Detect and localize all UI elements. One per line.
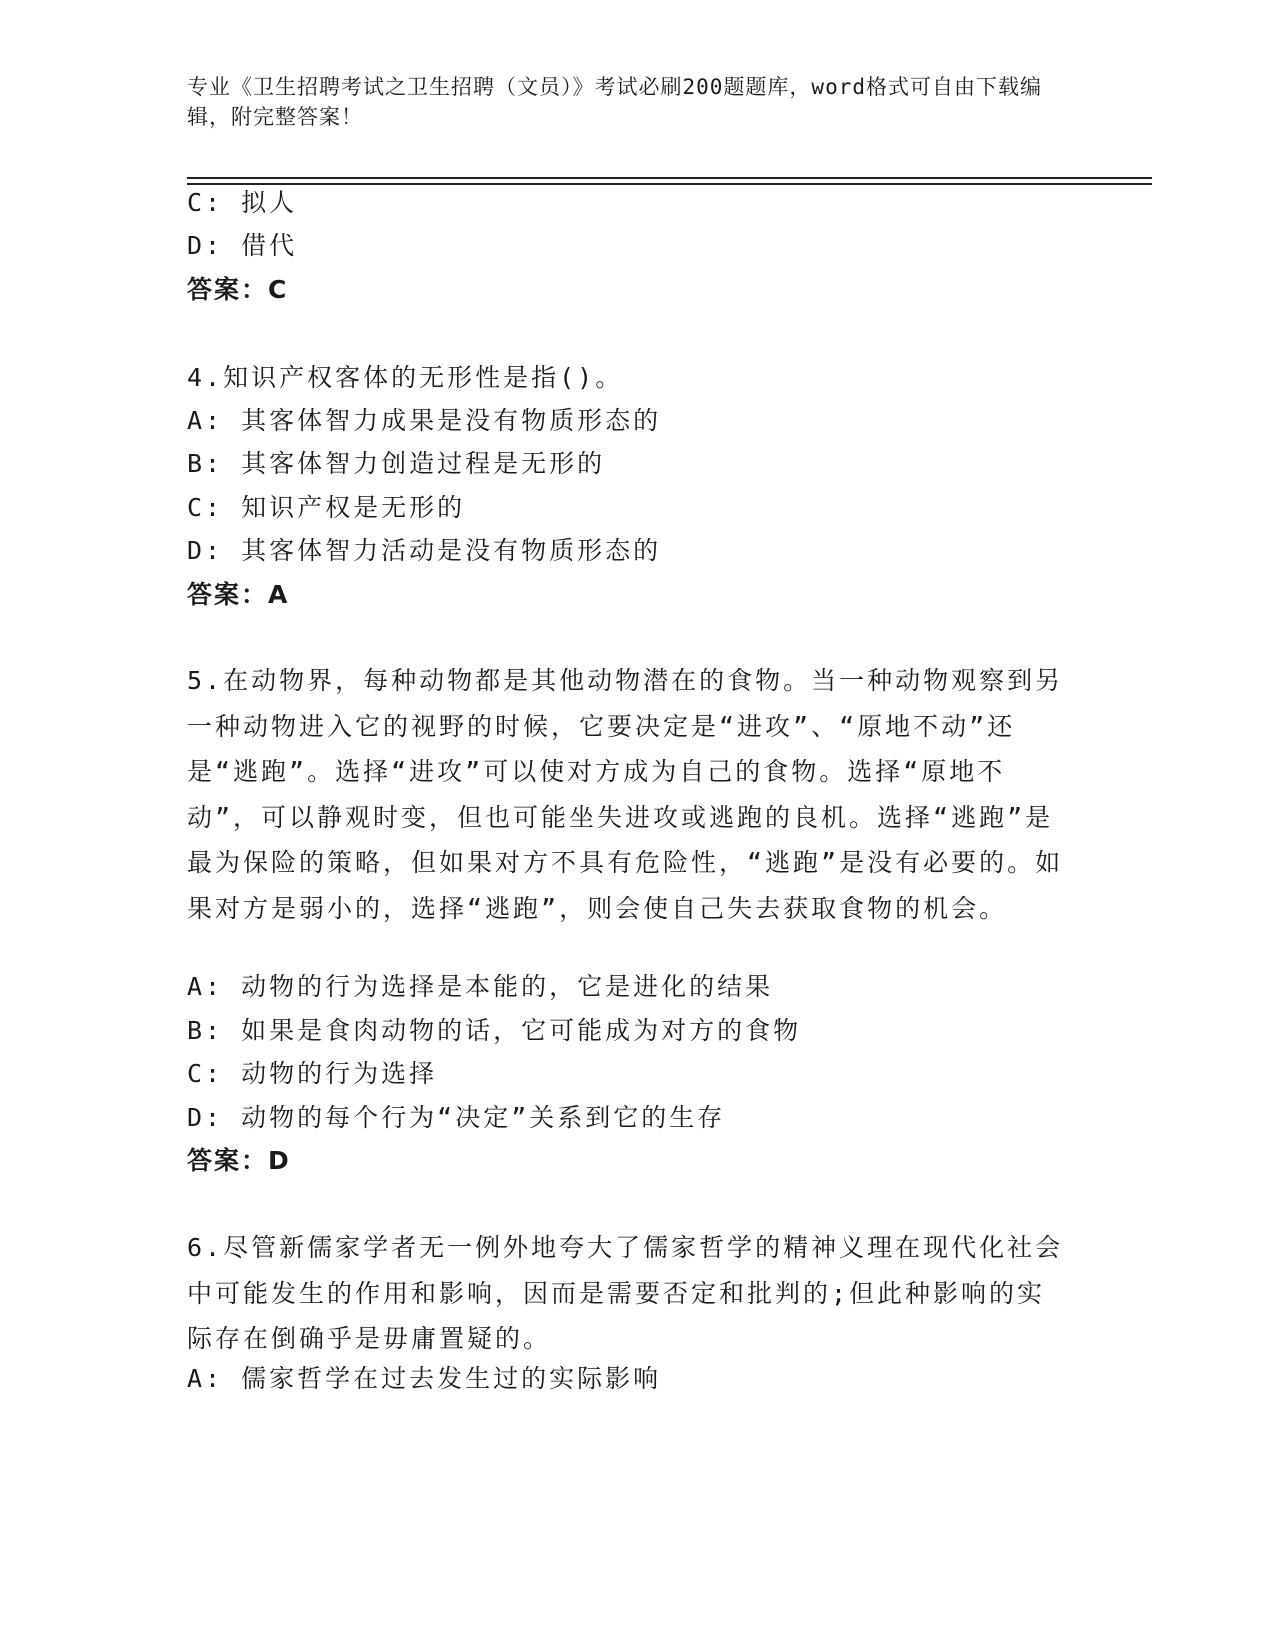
q4-option-a: A: 其客体智力成果是没有物质形态的 — [187, 406, 662, 435]
q5-option-c: C: 动物的行为选择 — [187, 1059, 438, 1088]
header-divider-top — [187, 177, 1152, 179]
q4-stem: 4.知识产权客体的无形性是指()。 — [187, 363, 624, 392]
q5-answer: 答案：D — [187, 1146, 291, 1175]
q5-option-a: A: 动物的行为选择是本能的，它是进化的结果 — [187, 972, 774, 1001]
q5-option-b: B: 如果是食肉动物的话，它可能成为对方的食物 — [187, 1016, 802, 1045]
q5-stem: 5.在动物界，每种动物都是其他动物潜在的食物。当一种动物观察到另一种动物进入它的视野的时候，它要决定是“进攻”、“原地不动”还是“逃跑”。选择“进攻”可以使对方成为自己的食物。选择“原地不动”，可以静观时变，但也可能坐失进攻或逃跑的良机。选择“逃跑”是最为保险的策略，但如果对方不具有危险性，“逃跑”是没有必要的。如果对方是弱小的，选择“逃跑”，则会使自己失去获取食物的机会。 — [187, 666, 1064, 923]
q6-stem: 6.尽管新儒家学者无一例外地夸大了儒家哲学的精神义理在现代化社会中可能发生的作用和影响，因而是需要否定和批判的;但此种影响的实际存在倒确乎是毋庸置疑的。 — [187, 1233, 1064, 1353]
q4-option-d: D: 其客体智力活动是没有物质形态的 — [187, 536, 662, 565]
q3-option-c: C: 拟人 — [187, 188, 298, 217]
q3-answer: 答案：C — [187, 275, 289, 304]
q4-answer: 答案：A — [187, 580, 290, 609]
header-divider-bottom — [187, 183, 1152, 185]
q4-option-b: B: 其客体智力创造过程是无形的 — [187, 449, 606, 478]
q3-option-d: D: 借代 — [187, 231, 298, 260]
q6-option-a: A: 儒家哲学在过去发生过的实际影响 — [187, 1364, 662, 1393]
q5-option-d: D: 动物的每个行为“决定”关系到它的生存 — [187, 1103, 726, 1132]
q4-option-c: C: 知识产权是无形的 — [187, 493, 466, 522]
document-header: 专业《卫生招聘考试之卫生招聘（文员）》考试必刷200题题库，word格式可自由下载编辑，附完整答案！ — [187, 75, 1042, 129]
